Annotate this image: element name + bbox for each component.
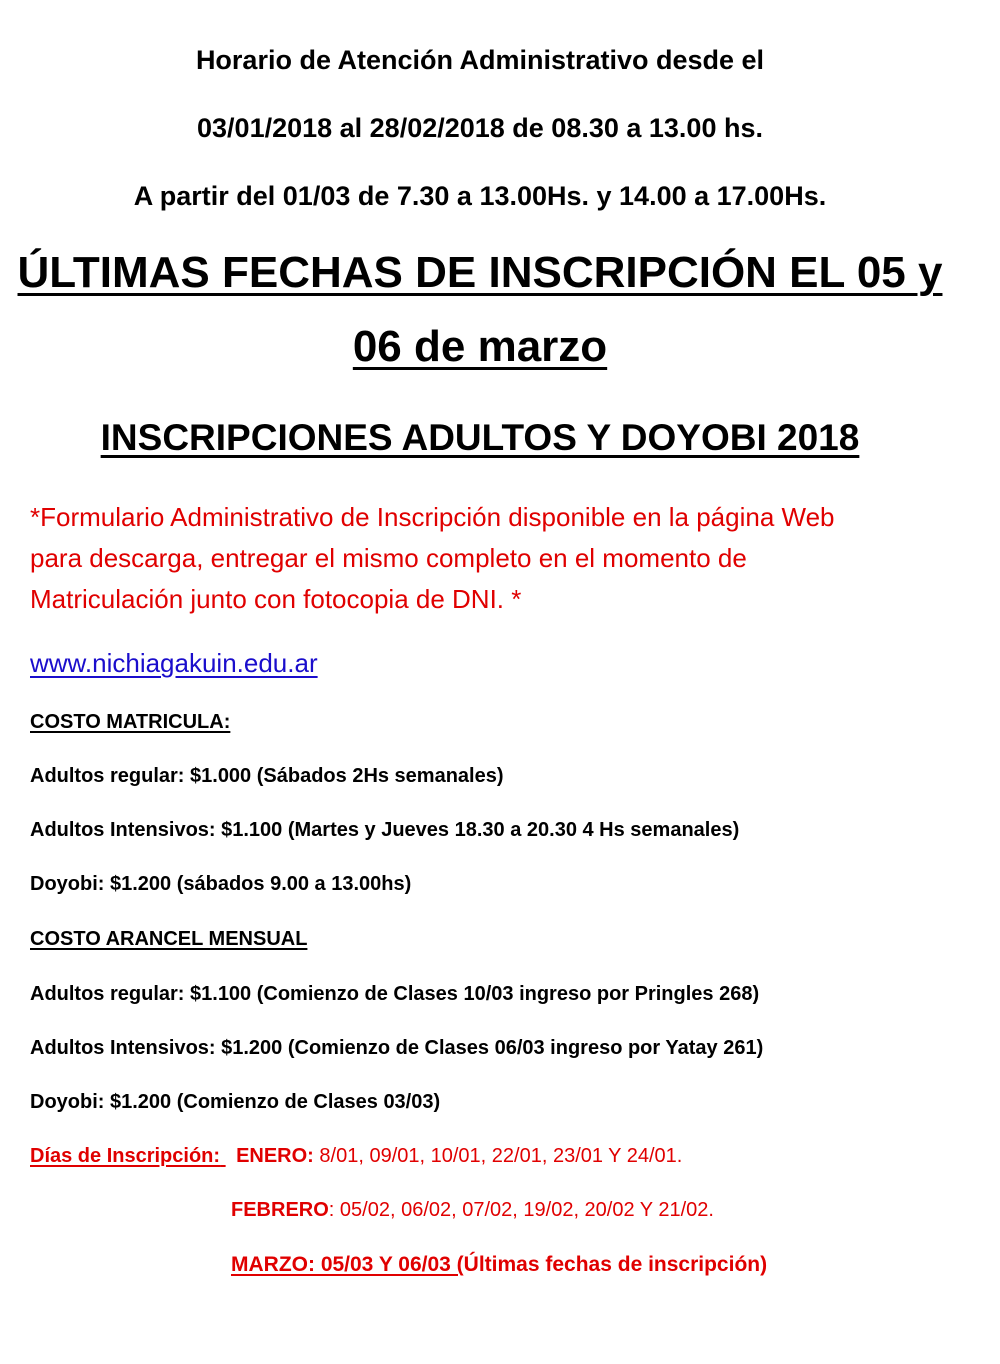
inscripcion-febrero-line bbox=[231, 1199, 714, 1222]
header-line-1: Horario de Atención Administrativo desde el bbox=[195, 45, 765, 75]
matricula-title: COSTO MATRICULA: bbox=[30, 711, 231, 733]
enero-label: ENERO: bbox=[236, 1145, 314, 1167]
note-line-1: *Formulario Administrativo de Inscripción disponible en la página Web bbox=[30, 502, 835, 532]
inscripcion-label: Días de Inscripción: bbox=[30, 1145, 221, 1167]
website-link[interactable]: www.nichiagakuin.edu.ar bbox=[30, 648, 318, 678]
enero-dates: 8/01, 09/01, 10/01, 22/01, 23/01 Y 24/01. bbox=[313, 1145, 683, 1167]
subheadline: INSCRIPCIONES ADULTOS Y DOYOBI 2018 bbox=[100, 417, 860, 458]
matricula-item-doyobi: Doyobi: $1.200 (sábados 9.00 a 13.00hs) bbox=[30, 873, 412, 895]
arancel-item-doyobi: Doyobi: $1.200 (Comienzo de Clases 03/03) bbox=[30, 1091, 441, 1113]
note-line-3: Matriculación junto con fotocopia de DNI. * bbox=[30, 584, 522, 614]
marzo-note: Últimas fechas de inscripción) bbox=[463, 1253, 768, 1276]
arancel-title: COSTO ARANCEL MENSUAL bbox=[30, 928, 308, 950]
febrero-dates: : 05/02, 06/02, 07/02, 19/02, 20/02 Y 21/02. bbox=[328, 1199, 714, 1221]
febrero-label: FEBRERO bbox=[231, 1199, 329, 1221]
registration-note bbox=[30, 497, 835, 620]
marzo-label: MARZO: 05/03 Y 06/03 ( bbox=[231, 1253, 464, 1276]
inscripcion-enero-line bbox=[30, 1145, 682, 1168]
arancel-item-adultos-regular: Adultos regular: $1.100 (Comienzo de Clases 10/03 ingreso por Pringles 268) bbox=[30, 983, 760, 1005]
header-line-3: A partir del 01/03 de 7.30 a 13.00Hs. y 14.00 a 17.00Hs. bbox=[133, 181, 827, 211]
inscripcion-marzo-line bbox=[231, 1253, 767, 1277]
headline-line-1: ÚLTIMAS FECHAS DE INSCRIPCIÓN EL 05 y bbox=[17, 248, 943, 297]
arancel-item-adultos-intensivos: Adultos Intensivos: $1.200 (Comienzo de Clases 06/03 ingreso por Yatay 261) bbox=[30, 1037, 764, 1059]
matricula-item-adultos-regular: Adultos regular: $1.000 (Sábados 2Hs semanales) bbox=[30, 765, 504, 787]
note-line-2: para descarga, entregar el mismo completo en el momento de bbox=[30, 543, 747, 573]
inscripcion-label-spacer bbox=[220, 1145, 236, 1168]
header-line-2: 03/01/2018 al 28/02/2018 de 08.30 a 13.00 hs. bbox=[197, 113, 763, 143]
headline-line-2: 06 de marzo bbox=[352, 322, 608, 371]
matricula-item-adultos-intensivos: Adultos Intensivos: $1.100 (Martes y Jueves 18.30 a 20.30 4 Hs semanales) bbox=[30, 819, 740, 841]
